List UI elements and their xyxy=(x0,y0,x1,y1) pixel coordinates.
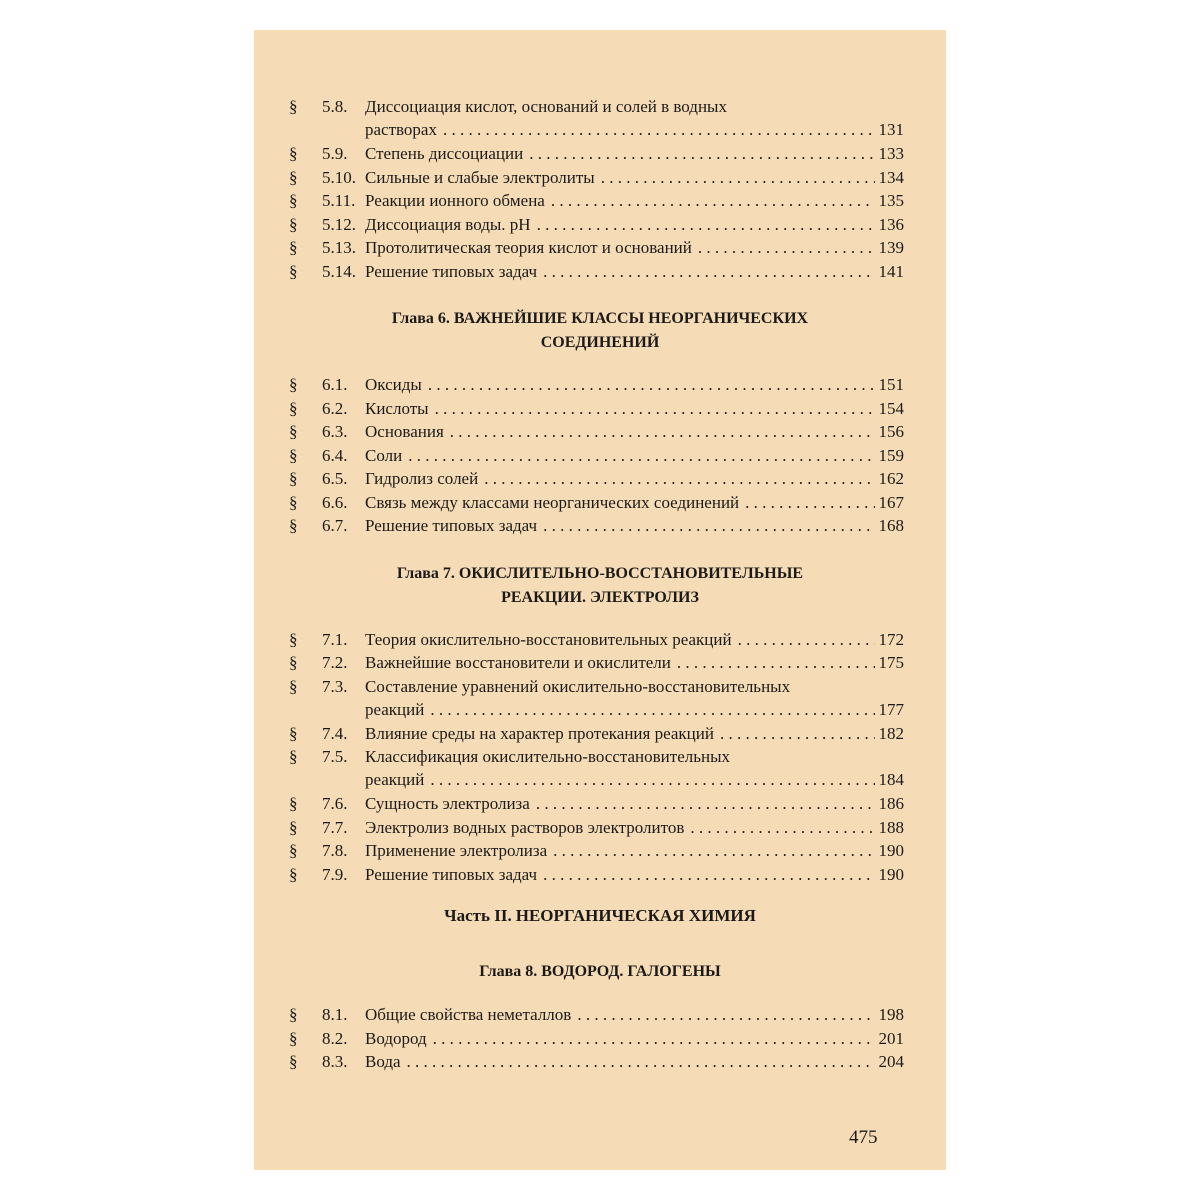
entry-title: Гидролиз солей xyxy=(365,469,479,488)
part-label: Часть II. xyxy=(444,906,512,925)
dot-leader xyxy=(601,166,875,189)
entry-page: 133 xyxy=(878,144,904,163)
dot-leader xyxy=(408,444,874,467)
entry-number: 5.8. xyxy=(322,97,348,116)
section-sign: § xyxy=(289,445,298,465)
entry-page: 190 xyxy=(878,864,904,884)
entry-title-line xyxy=(365,491,904,514)
chapter-label: Глава 7. xyxy=(396,564,455,582)
entry-number: 6.3. xyxy=(322,422,348,441)
dot-leader xyxy=(430,698,874,721)
chapter-heading xyxy=(254,307,946,355)
entry-page: 175 xyxy=(878,653,904,672)
dot-leader xyxy=(484,467,874,490)
chapter-heading xyxy=(254,960,946,984)
entry-title-line xyxy=(365,675,904,698)
section-sign: § xyxy=(289,375,298,394)
dot-leader xyxy=(698,236,875,259)
entry-title-line xyxy=(365,95,904,118)
section-sign: § xyxy=(289,794,298,813)
entry-page: 151 xyxy=(878,375,904,394)
entry-title: Степень диссоциации xyxy=(365,144,524,163)
entry-title: растворах xyxy=(365,120,437,139)
entry-number: 7.6. xyxy=(322,794,348,813)
entry-number: 5.12. xyxy=(322,214,356,234)
entry-title-cont xyxy=(365,118,904,141)
dot-leader xyxy=(677,651,875,674)
entry-title-line xyxy=(365,397,904,420)
section-sign: § xyxy=(289,97,298,116)
entry-number: 7.8. xyxy=(322,841,348,860)
entry-title-line xyxy=(365,260,904,283)
part-title: НЕОРГАНИЧЕСКАЯ ХИМИЯ xyxy=(515,906,756,925)
chapter-label: Глава 8. xyxy=(479,963,538,980)
entry-number: 5.11. xyxy=(322,191,356,210)
entry-page: 159 xyxy=(878,445,904,465)
entry-title: Классификация окислительно-восстановительных xyxy=(365,747,730,766)
section-sign: § xyxy=(289,747,298,766)
entry-page: 135 xyxy=(878,191,904,210)
section-sign: § xyxy=(289,469,298,488)
section-sign: § xyxy=(289,261,298,281)
entry-title: Влияние среды на характер протекания реакций xyxy=(365,723,714,743)
entry-title: Связь между классами неорганических соединений xyxy=(365,492,740,512)
section-sign: § xyxy=(289,492,298,512)
dot-leader xyxy=(690,816,874,839)
entry-page: 198 xyxy=(878,1005,904,1024)
entry-title-line xyxy=(365,373,904,396)
entry-page: 156 xyxy=(878,422,904,441)
section-sign: § xyxy=(289,214,298,234)
entry-title: Диссоциация кислот, оснований и солей в водных xyxy=(365,97,727,116)
entry-title-cont xyxy=(365,698,904,721)
entry-title: Теория окислительно-восстановительных реакций xyxy=(365,629,732,649)
entry-title: Водород xyxy=(365,1028,427,1048)
dot-leader xyxy=(543,514,874,537)
entry-title: Соли xyxy=(365,445,403,465)
entry-title-line xyxy=(365,420,904,443)
dot-leader xyxy=(577,1003,874,1026)
entry-title-line xyxy=(365,722,904,745)
entry-number: 8.1. xyxy=(322,1005,348,1024)
entry-title-line xyxy=(365,236,904,259)
entry-title-line xyxy=(365,189,904,212)
section-sign: § xyxy=(289,1028,298,1048)
entry-title-line xyxy=(365,444,904,467)
entry-page: 188 xyxy=(878,817,904,837)
entry-page: 134 xyxy=(878,167,904,187)
entry-title: Решение типовых задач xyxy=(365,864,538,884)
chapter-label: Глава 6. xyxy=(391,310,450,327)
dot-leader xyxy=(407,1050,875,1073)
entry-page: 141 xyxy=(878,261,904,281)
entry-number: 6.5. xyxy=(322,469,348,488)
chapter-title: ОКИСЛИТЕЛЬНО-ВОССТАНОВИТЕЛЬНЫЕ xyxy=(458,564,804,582)
entry-title: Кислоты xyxy=(365,398,429,418)
dot-leader xyxy=(543,260,874,283)
dot-leader xyxy=(738,628,875,651)
section-sign: § xyxy=(289,653,298,672)
entry-page: 136 xyxy=(878,214,904,234)
entry-number: 5.10. xyxy=(322,167,356,187)
chapter-title: ВАЖНЕЙШИЕ КЛАССЫ НЕОРГАНИЧЕСКИХ xyxy=(453,310,809,327)
book-page xyxy=(254,30,946,1170)
entry-title: реакций xyxy=(365,770,425,789)
entry-title-line xyxy=(365,467,904,490)
entry-number: 5.14. xyxy=(322,261,356,281)
section-sign: § xyxy=(289,398,298,418)
entry-number: 5.13. xyxy=(322,238,356,257)
entry-title: Общие свойства неметаллов xyxy=(365,1005,572,1024)
entry-number: 8.3. xyxy=(322,1052,348,1071)
entry-number: 7.4. xyxy=(322,723,348,743)
entry-number: 7.7. xyxy=(322,817,348,837)
entry-title: Электролиз водных растворов электролитов xyxy=(365,817,685,837)
chapter-title: ВОДОРОД. ГАЛОГЕНЫ xyxy=(541,963,721,980)
section-sign: § xyxy=(289,676,298,696)
entry-title-line xyxy=(365,1003,904,1026)
entry-title-line xyxy=(365,1050,904,1073)
entry-title: Протолитическая теория кислот и оснований xyxy=(365,238,692,257)
entry-number: 6.1. xyxy=(322,375,348,394)
entry-page: 154 xyxy=(878,398,904,418)
section-sign: § xyxy=(289,864,298,884)
dot-leader xyxy=(553,839,874,862)
entry-title-line xyxy=(365,863,904,886)
entry-title: Применение электролиза xyxy=(365,841,548,860)
entry-title-line xyxy=(365,628,904,651)
entry-title-line xyxy=(365,651,904,674)
entry-title: Сильные и слабые электролиты xyxy=(365,167,595,187)
entry-title-cont xyxy=(365,768,904,791)
entry-number: 8.2. xyxy=(322,1028,348,1048)
entry-number: 7.1. xyxy=(322,629,348,649)
section-sign: § xyxy=(289,238,298,257)
entry-number: 7.3. xyxy=(322,676,348,696)
section-sign: § xyxy=(289,516,298,535)
entry-title-line xyxy=(365,839,904,862)
entry-page: 167 xyxy=(878,492,904,512)
entry-title: Решение типовых задач xyxy=(365,516,538,535)
dot-leader xyxy=(536,792,875,815)
entry-page: 204 xyxy=(878,1052,904,1071)
entry-page: 168 xyxy=(878,516,904,535)
entry-title-line xyxy=(365,213,904,236)
entry-title: Диссоциация воды. рН xyxy=(365,214,531,234)
section-sign: § xyxy=(289,1052,298,1071)
entry-title: Оксиды xyxy=(365,375,422,394)
entry-title: Вода xyxy=(365,1052,401,1071)
section-sign: § xyxy=(289,723,298,743)
section-sign: § xyxy=(289,422,298,441)
entry-title: Сущность электролиза xyxy=(365,794,530,813)
entry-number: 7.9. xyxy=(322,864,348,884)
entry-page: 184 xyxy=(878,770,904,789)
part-heading xyxy=(254,904,946,928)
page-number: 475 xyxy=(849,1127,878,1148)
entry-page: 182 xyxy=(878,723,904,743)
entry-title-line xyxy=(365,514,904,537)
section-sign: § xyxy=(289,1005,298,1024)
dot-leader xyxy=(537,213,875,236)
dot-leader xyxy=(745,491,874,514)
entry-title-line xyxy=(365,166,904,189)
entry-number: 6.7. xyxy=(322,516,348,535)
entry-title-line xyxy=(365,1027,904,1050)
section-sign: § xyxy=(289,817,298,837)
entry-page: 201 xyxy=(878,1028,904,1048)
dot-leader xyxy=(720,722,875,745)
dot-leader xyxy=(529,142,874,165)
section-sign: § xyxy=(289,144,298,163)
dot-leader xyxy=(430,768,874,791)
entry-title: реакций xyxy=(365,699,425,719)
entry-number: 5.9. xyxy=(322,144,348,163)
entry-number: 7.2. xyxy=(322,653,348,672)
section-sign: § xyxy=(289,191,298,210)
entry-title-line xyxy=(365,816,904,839)
entry-page: 172 xyxy=(878,629,904,649)
entry-number: 7.5. xyxy=(322,747,348,766)
entry-number: 6.2. xyxy=(322,398,348,418)
entry-title: Реакции ионного обмена xyxy=(365,191,545,210)
dot-leader xyxy=(435,397,875,420)
entry-title-line xyxy=(365,792,904,815)
dot-leader xyxy=(551,189,875,212)
entry-page: 186 xyxy=(878,794,904,813)
section-sign: § xyxy=(289,167,298,187)
entry-number: 6.4. xyxy=(322,445,348,465)
chapter-title-cont: РЕАКЦИИ. ЭЛЕКТРОЛИЗ xyxy=(501,588,699,606)
entry-title: Основания xyxy=(365,422,444,441)
dot-leader xyxy=(428,373,875,396)
entry-title: Важнейшие восстановители и окислители xyxy=(365,653,671,672)
entry-title: Составление уравнений окислительно-восстановительных xyxy=(365,676,791,696)
entry-title-line xyxy=(365,745,904,768)
chapter-title-cont: СОЕДИНЕНИЙ xyxy=(540,334,660,351)
chapter-heading xyxy=(254,562,946,610)
entry-page: 162 xyxy=(878,469,904,488)
entry-title: Решение типовых задач xyxy=(365,261,538,281)
entry-page: 131 xyxy=(878,120,904,139)
dot-leader xyxy=(543,863,874,886)
section-sign: § xyxy=(289,629,298,649)
entry-title-line xyxy=(365,142,904,165)
dot-leader xyxy=(450,420,875,443)
section-sign: § xyxy=(289,841,298,860)
entry-page: 177 xyxy=(878,699,904,719)
dot-leader xyxy=(443,118,875,141)
dot-leader xyxy=(433,1027,875,1050)
entry-page: 190 xyxy=(878,841,904,860)
entry-page: 139 xyxy=(878,238,904,257)
entry-number: 6.6. xyxy=(322,492,348,512)
